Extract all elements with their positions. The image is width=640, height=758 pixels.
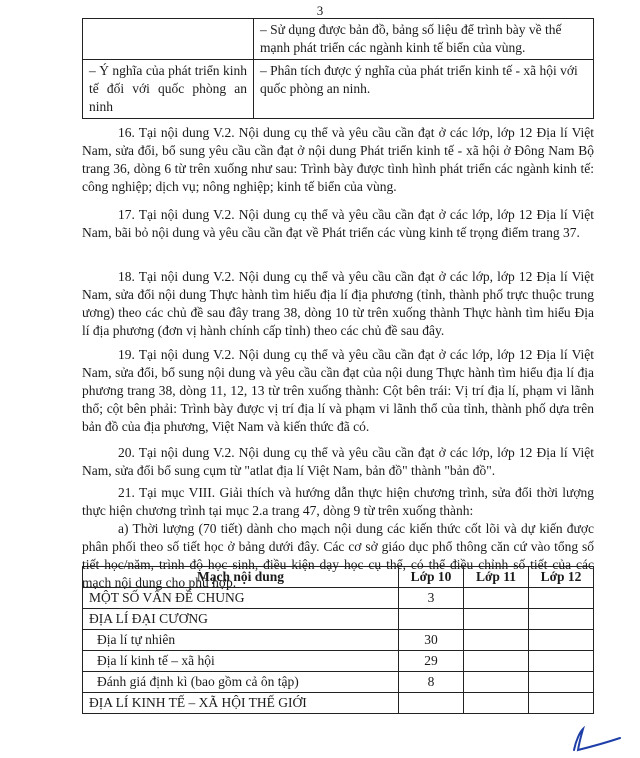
column-header: Lớp 12	[529, 567, 594, 588]
table-row	[83, 630, 594, 651]
curriculum-table-continued	[82, 18, 594, 119]
paragraph-16: 16. Tại nội dung V.2. Nội dung cụ thể và yêu cầu cần đạt ở các lớp, lớp 12 Địa lí Việt Nam, sửa đổi, bổ sung yêu cầu cần đạt ở nội dung Phát triển kinh tế - xã hội ở Đông Nam Bộ trang 36, dòng 6 từ trên xuống như sau: Trình bày được tình hình phát triển các ngành kinh tế: công nghiệp; dịch vụ; nông nghiệp; kinh tế biển của vùng.	[82, 125, 594, 194]
grade-10-value: 8	[399, 672, 464, 693]
grade-11-value	[464, 588, 529, 609]
grade-12-value	[529, 609, 594, 630]
paragraph-21a: a) Thời lượng (70 tiết) dành cho mạch nội dung các kiến thức cốt lõi và dự kiến được phân phối theo số tiết học ở bảng dưới đây. Các cơ sở giáo dục phổ thông căn cứ vào tổng số tiết học/năm, trình độ học sinh, điều kiện dạy học cụ thể, có thể điều chỉnh số tiết của các mạch nội dung cho phù hợp.	[82, 521, 594, 590]
grade-11-value	[464, 630, 529, 651]
requirement-cell: – Sử dụng được bản đồ, bảng số liệu để trình bày về thế mạnh phát triển các ngành kinh tế biển của vùng.	[254, 19, 594, 60]
grade-11-value	[464, 609, 529, 630]
grade-10-value	[399, 609, 464, 630]
row-label: MỘT SỐ VẤN ĐỀ CHUNG	[83, 588, 399, 609]
table-row	[83, 693, 594, 714]
content-cell	[83, 19, 254, 60]
grade-12-value	[529, 588, 594, 609]
paragraph-21: 21. Tại mục VIII. Giải thích và hướng dẫn thực hiện chương trình, sửa đổi thời lượng thực hiện chương trình tại mục 2.a trang 47, dòng 9 từ trên xuống thành:	[82, 485, 594, 518]
paragraph-20: 20. Tại nội dung V.2. Nội dung cụ thể và yêu cầu cần đạt ở các lớp, lớp 12 Địa lí Việt Nam, sửa đổi bổ sung cụm từ "atlat địa lí Việt Nam, bản đồ" thành "bản đồ".	[82, 445, 594, 478]
grade-12-value	[529, 693, 594, 714]
initial-signature	[566, 726, 626, 754]
grade-10-value: 30	[399, 630, 464, 651]
row-label: ĐỊA LÍ ĐẠI CƯƠNG	[83, 609, 399, 630]
requirement-cell: – Phân tích được ý nghĩa của phát triển kinh tế - xã hội với quốc phòng an ninh.	[254, 60, 594, 119]
row-label: Địa lí kinh tế – xã hội	[83, 651, 399, 672]
column-header: Lớp 10	[399, 567, 464, 588]
grade-10-value: 3	[399, 588, 464, 609]
table-row	[83, 672, 594, 693]
grade-12-value	[529, 630, 594, 651]
table-row	[83, 651, 594, 672]
table-row	[83, 19, 594, 60]
column-header: Lớp 11	[464, 567, 529, 588]
row-label: Địa lí tự nhiên	[83, 630, 399, 651]
grade-12-value	[529, 651, 594, 672]
grade-11-value	[464, 693, 529, 714]
table-row	[83, 588, 594, 609]
grade-10-value	[399, 693, 464, 714]
row-label: ĐỊA LÍ KINH TẾ – XÃ HỘI THẾ GIỚI	[83, 693, 399, 714]
column-header: Mạch nội dung	[83, 567, 399, 588]
grade-11-value	[464, 651, 529, 672]
grade-10-value: 29	[399, 651, 464, 672]
grade-12-value	[529, 672, 594, 693]
paragraph-19: 19. Tại nội dung V.2. Nội dung cụ thể và yêu cầu cần đạt ở các lớp, lớp 12 Địa lí Việt Nam, sửa đổi, bổ sung nội dung và yêu cầu cần đạt của nội dung Thực hành tìm hiểu địa lí địa phương trang 38, dòng 11, 12, 13 từ trên xuống thành: Cột bên trái: Vị trí địa lí, phạm vi lãnh thổ; cột bên phải: Trình bày được vị trí địa lí và phạm vi lãnh thổ của tỉnh, thành phố dựa trên bản đồ của địa phương, Việt Nam và kiến thức đã có.	[82, 347, 594, 434]
table-row	[83, 609, 594, 630]
lesson-allocation-table	[82, 566, 594, 714]
table-row	[83, 60, 594, 119]
paragraph-18: 18. Tại nội dung V.2. Nội dung cụ thể và yêu cầu cần đạt ở các lớp, lớp 12 Địa lí Việt Nam, sửa đổi nội dung Thực hành tìm hiểu địa lí địa phương (tỉnh, thành phố trực thuộc trung ương) theo các chủ đề sau đây trang 38, dòng 10 từ trên xuống thành Thực hành tìm hiểu Địa lí địa phương (đơn vị hành chính cấp tỉnh) theo các chủ đề sau đây.	[82, 269, 594, 338]
grade-11-value	[464, 672, 529, 693]
content-cell: – Ý nghĩa của phát triển kinh tế đối với quốc phòng an ninh	[83, 60, 254, 119]
row-label: Đánh giá định kì (bao gồm cả ôn tập)	[83, 672, 399, 693]
paragraph-17: 17. Tại nội dung V.2. Nội dung cụ thể và yêu cầu cần đạt ở các lớp, lớp 12 Địa lí Việt Nam, bãi bỏ nội dung và yêu cầu cần đạt về Phát triển các vùng kinh tế trọng điểm trang 37.	[82, 207, 594, 240]
page-number: 3	[316, 3, 324, 18]
table-header-row	[83, 567, 594, 588]
